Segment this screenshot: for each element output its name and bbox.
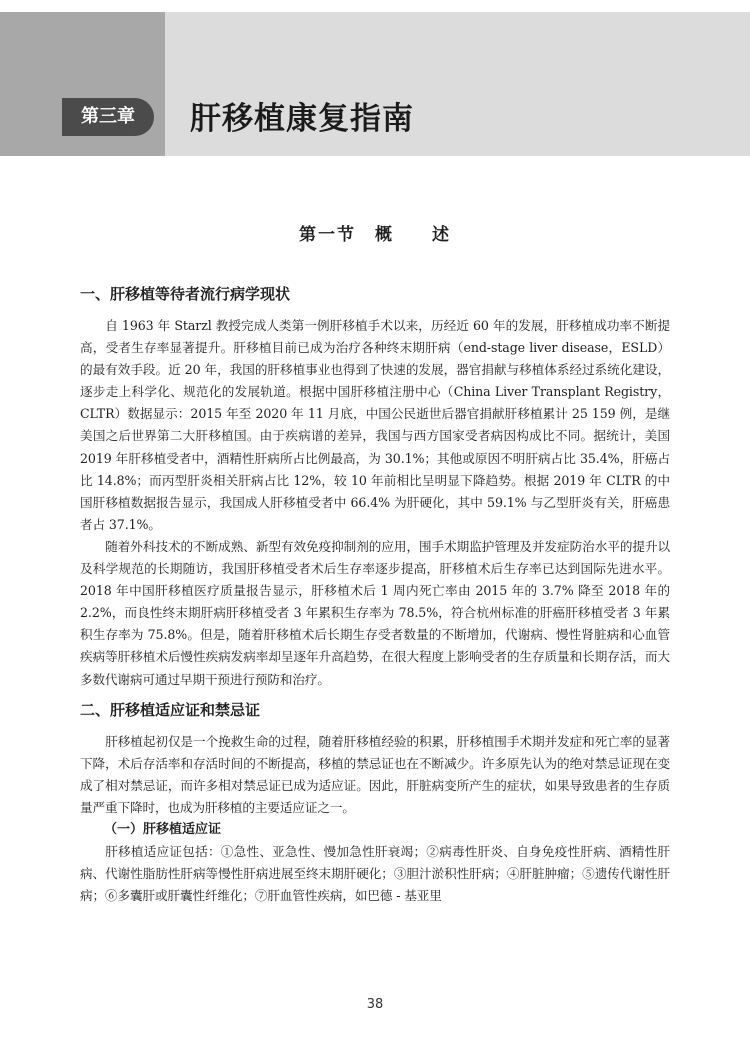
paragraph-history: 自 1963 年 Starzl 教授完成人类第一例肝移植手术以来，历经近 60 年的发展，肝移植成功率不断提高，受者生存率显著提升。肝移植目前已成为治疗各种终末期肝病（end-stage liver disease，ESLD）的最有效手段。近 20 年，我国的肝移植事业也得到了快速的发展，器官捐献与移植体系经过系统化建设，逐步走上科学化、规范化的发展轨道。根据中国肝移植注册中心（China Liver Transplant Registry，CLTR）数据显示：2015 年至 2020 年 11 月底，中国公民逝世后器官捐献肝移植累计 25 159 例，是继美国之后世界第二大肝移植国。由于疾病谱的差异，我国与西方国家受者病因构成比不同。据统计，美国 2019 年肝移植受者中，酒精性肝病所占比例最高，为 30.1%；其他或原因不明肝病占比 35.4%，肝癌占比 14.8%；而丙型肝炎相关肝病占比 12%，较 10 年前相比呈明显下降趋势。根据 2019 年 CLTR 的中国肝移植数据报告显示，我国成人肝移植受者中 66.4% 为肝硬化，其中 59.1% 与乙型肝炎有关，肝癌患者占 37.1%。 bbox=[80, 318, 670, 532]
heading-indications: 二、肝移植适应证和禁忌证 bbox=[80, 700, 261, 719]
chapter-number-label: 第三章 bbox=[62, 98, 154, 136]
heading-epidemiology: 一、肝移植等待者流行病学现状 bbox=[80, 285, 291, 303]
chapter-title: 肝移植康复指南 bbox=[190, 101, 414, 137]
page-number: 38 bbox=[366, 997, 384, 1012]
section-title: 第一节 概 述 bbox=[299, 225, 451, 245]
subheading-indications: （一）肝移植适应证 bbox=[104, 821, 222, 837]
paragraph-indications-list: 肝移植适应证包括：①急性、亚急性、慢加急性肝衰竭；②病毒性肝炎、自身免疫性肝病、酒精性肝病、代谢性脂肪性肝病等慢性肝病进展至终末期肝硬化；③胆汁淤积性肝病；④肝脏肿瘤；⑤遗传代谢性肝病；⑥多囊肝或肝囊性纤维化；⑦肝血管性疾病，如巴德 - 基亚里 bbox=[80, 843, 670, 904]
paragraph-survival: 随着外科技术的不断成熟、新型有效免疫抑制剂的应用，围手术期监护管理及并发症防治水平的提升以及科学规范的长期随访，我国肝移植受者术后生存率逐步提高，肝移植术后生存率已达到国际先进水平。2018 年中国肝移植医疗质量报告显示，肝移植术后 1 周内死亡率由 2015 年的 3.7% 降至 2018 年的 2.2%，而良性终末期肝病肝移植受者 3 年累积生存率为 78.5%，符合杭州标准的肝癌肝移植受者 3 年累积生存率为 75.8%。但是，随着肝移植术后长期生存受者数量的不断增加，代谢病、慢性肾脏病和心血管疾病等肝移植术后慢性疾病发病率却呈逐年升高趋势，在很大程度上影响受者的生存质量和长期存活，而大多数代谢病可通过早期干预进行预防和治疗。 bbox=[80, 538, 670, 687]
paragraph-indications-intro: 肝移植起初仅是一个挽救生命的过程，随着肝移植经验的积累，肝移植围手术期并发症和死亡率的显著下降，术后存活率和存活时间的不断提高，移植的禁忌证也在不断减少。许多原先认为的绝对禁忌证现在变成了相对禁忌证，而许多相对禁忌证已成为适应证。因此，肝脏病变所产生的症状，如果导致患者的生存质量严重下降时，也成为肝移植的主要适应证之一。 bbox=[80, 733, 670, 815]
page-body bbox=[80, 283, 670, 907]
